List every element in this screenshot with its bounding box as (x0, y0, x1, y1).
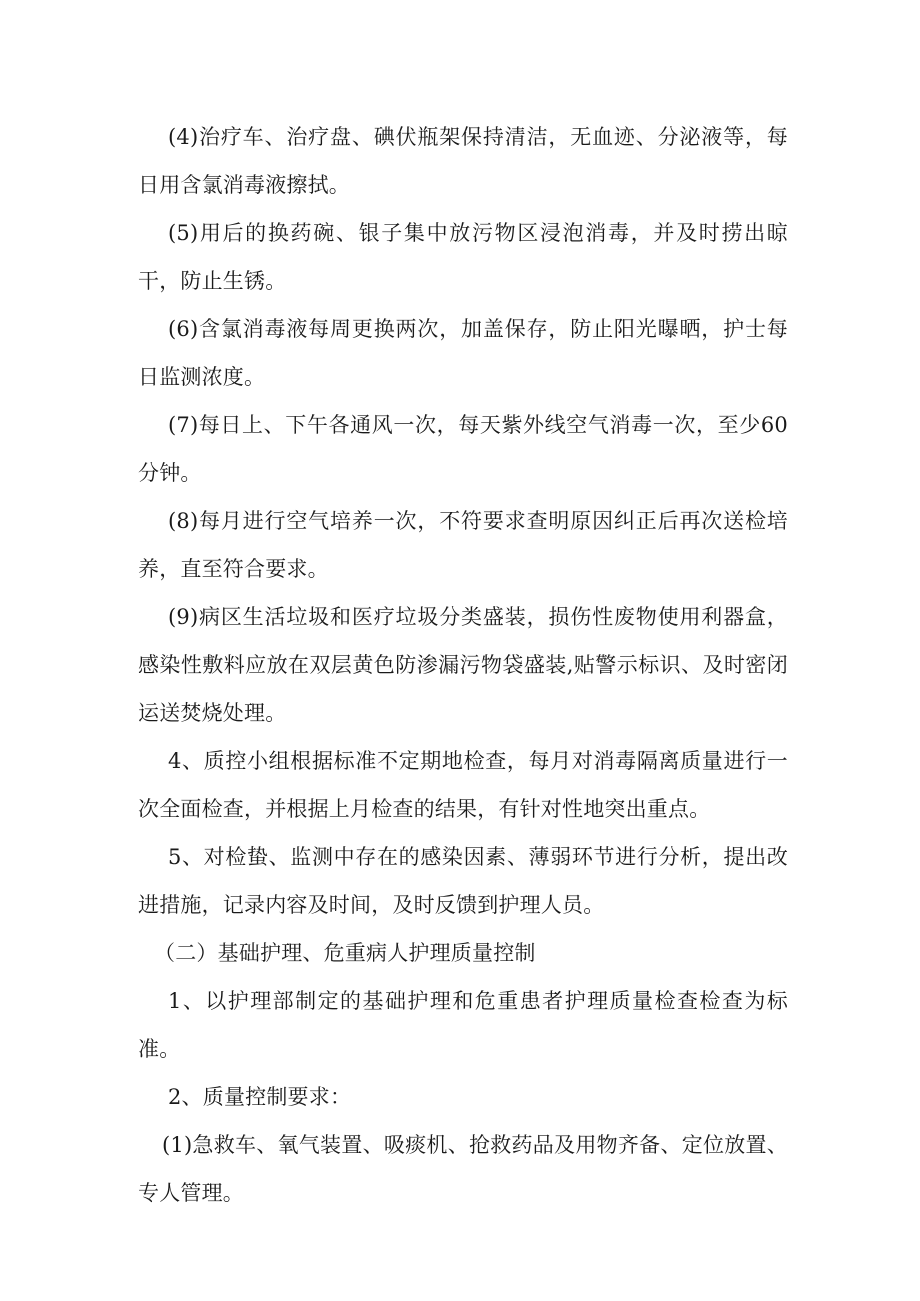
paragraph-item-9: (9)病区生活垃圾和医疗垃圾分类盛装，损伤性废物使用利器盒，感染性敷料应放在双层黄色防渗漏污物袋盛装,贴警示标识、及时密闭运送焚烧处理。 (138, 605, 788, 725)
paragraph-item-8: (8)每月进行空气培养一次，不符要求查明原因纠正后再次送检培养，直至符合要求。 (138, 509, 788, 581)
paragraph-item-5: (5)用后的换药碗、银子集中放污物区浸泡消毒，并及时捞出晾干，防止生锈。 (138, 221, 788, 293)
paragraph-item-7: (7)每日上、下午各通风一次，每天紫外线空气消毒一次，至少60分钟。 (138, 413, 788, 485)
paragraph-point-4: 4、质控小组根据标准不定期地检查，每月对消毒隔离质量进行一次全面检查，并根据上月检查的结果，有针对性地突出重点。 (138, 749, 788, 821)
paragraph-requirement-1: (1)急救车、氧气装置、吸痰机、抢救药品及用物齐备、定位放置、专人管理。 (138, 1133, 788, 1205)
paragraph-standard-1: 1、以护理部制定的基础护理和危重患者护理质量检查检查为标准。 (138, 989, 788, 1061)
paragraph-item-6: (6)含氯消毒液每周更换两次，加盖保存，防止阳光曝晒，护士每日监测浓度。 (138, 317, 788, 389)
section-heading-2: （二）基础护理、危重病人护理质量控制 (154, 941, 536, 965)
paragraph-item-4: (4)治疗车、治疗盘、碘伏瓶架保持清洁，无血迹、分泌液等，每日用含氯消毒液擦拭。 (138, 125, 788, 197)
paragraph-point-5: 5、对检蛰、监测中存在的感染因素、薄弱环节进行分析，提出改进措施，记录内容及时间，及时反馈到护理人员。 (138, 845, 788, 917)
paragraph-requirements-2: 2、质量控制要求： (168, 1085, 352, 1109)
document-body (138, 113, 788, 1217)
